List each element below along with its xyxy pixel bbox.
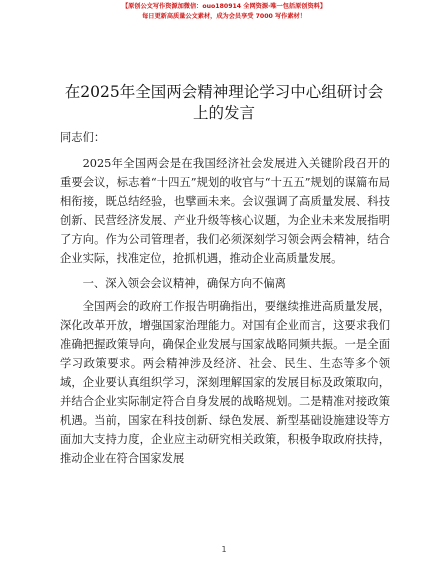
paragraph: 全国两会的政府工作报告明确指出，要继续推进高质量发展，深化改革开放，增强国家治理能力。对国有企业而言，这要求我们准确把握政策导向，确保企业发展与国家战略同频共振。一是全面学习政策要求。两会精神涉及经济、社会、民生、生态等多个领域，企业要认真组织学习，深刻理解国家的发展目标及政策取向，并结合企业实际制定符合自身发展的战略规划。二是精准对接政策机遇。当前，国家在科技创新、绿色发展、新型基础设施建设等方面加大支持力度，企业应主动研究相关政策，积极争取政府扶持，推动企业在符合国家发展 [60,300,390,465]
page-number: 1 [221,545,227,554]
paragraph: 2025年全国两会是在我国经济社会发展进入关键阶段召开的重要会议，标志着“十四五”规划的收官与“十五五”规划的谋篇布局相衔接，既总结经验，也擘画未来。会议强调了高质量发展、科技创新、民营经济发展、产业升级等核心议题，为企业未来发展指明了方向。作为公司管理者，我们必须深刻学习领会两会精神，结合企业实际，找准定位，抢抓机遇，推动企业高质量发展。 [60,157,390,265]
promo-banner-line-1: 【原创公文写作资源加微信：ouo180914 全网资源·唯一包括原创资料】 [121,3,327,10]
document-title: 在2025年全国两会精神理论学习中心组研讨会上的发言 [64,83,384,122]
salutation: 同志们： [60,131,106,144]
section-heading: 一、深入领会会议精神，确保方向不偏离 [82,277,286,290]
promo-banner-line-2: 每日更新高质量公文素材，成为会员享受 7000 写作素材！ [142,13,306,20]
promo-banner [0,2,448,22]
document-body [60,128,390,468]
